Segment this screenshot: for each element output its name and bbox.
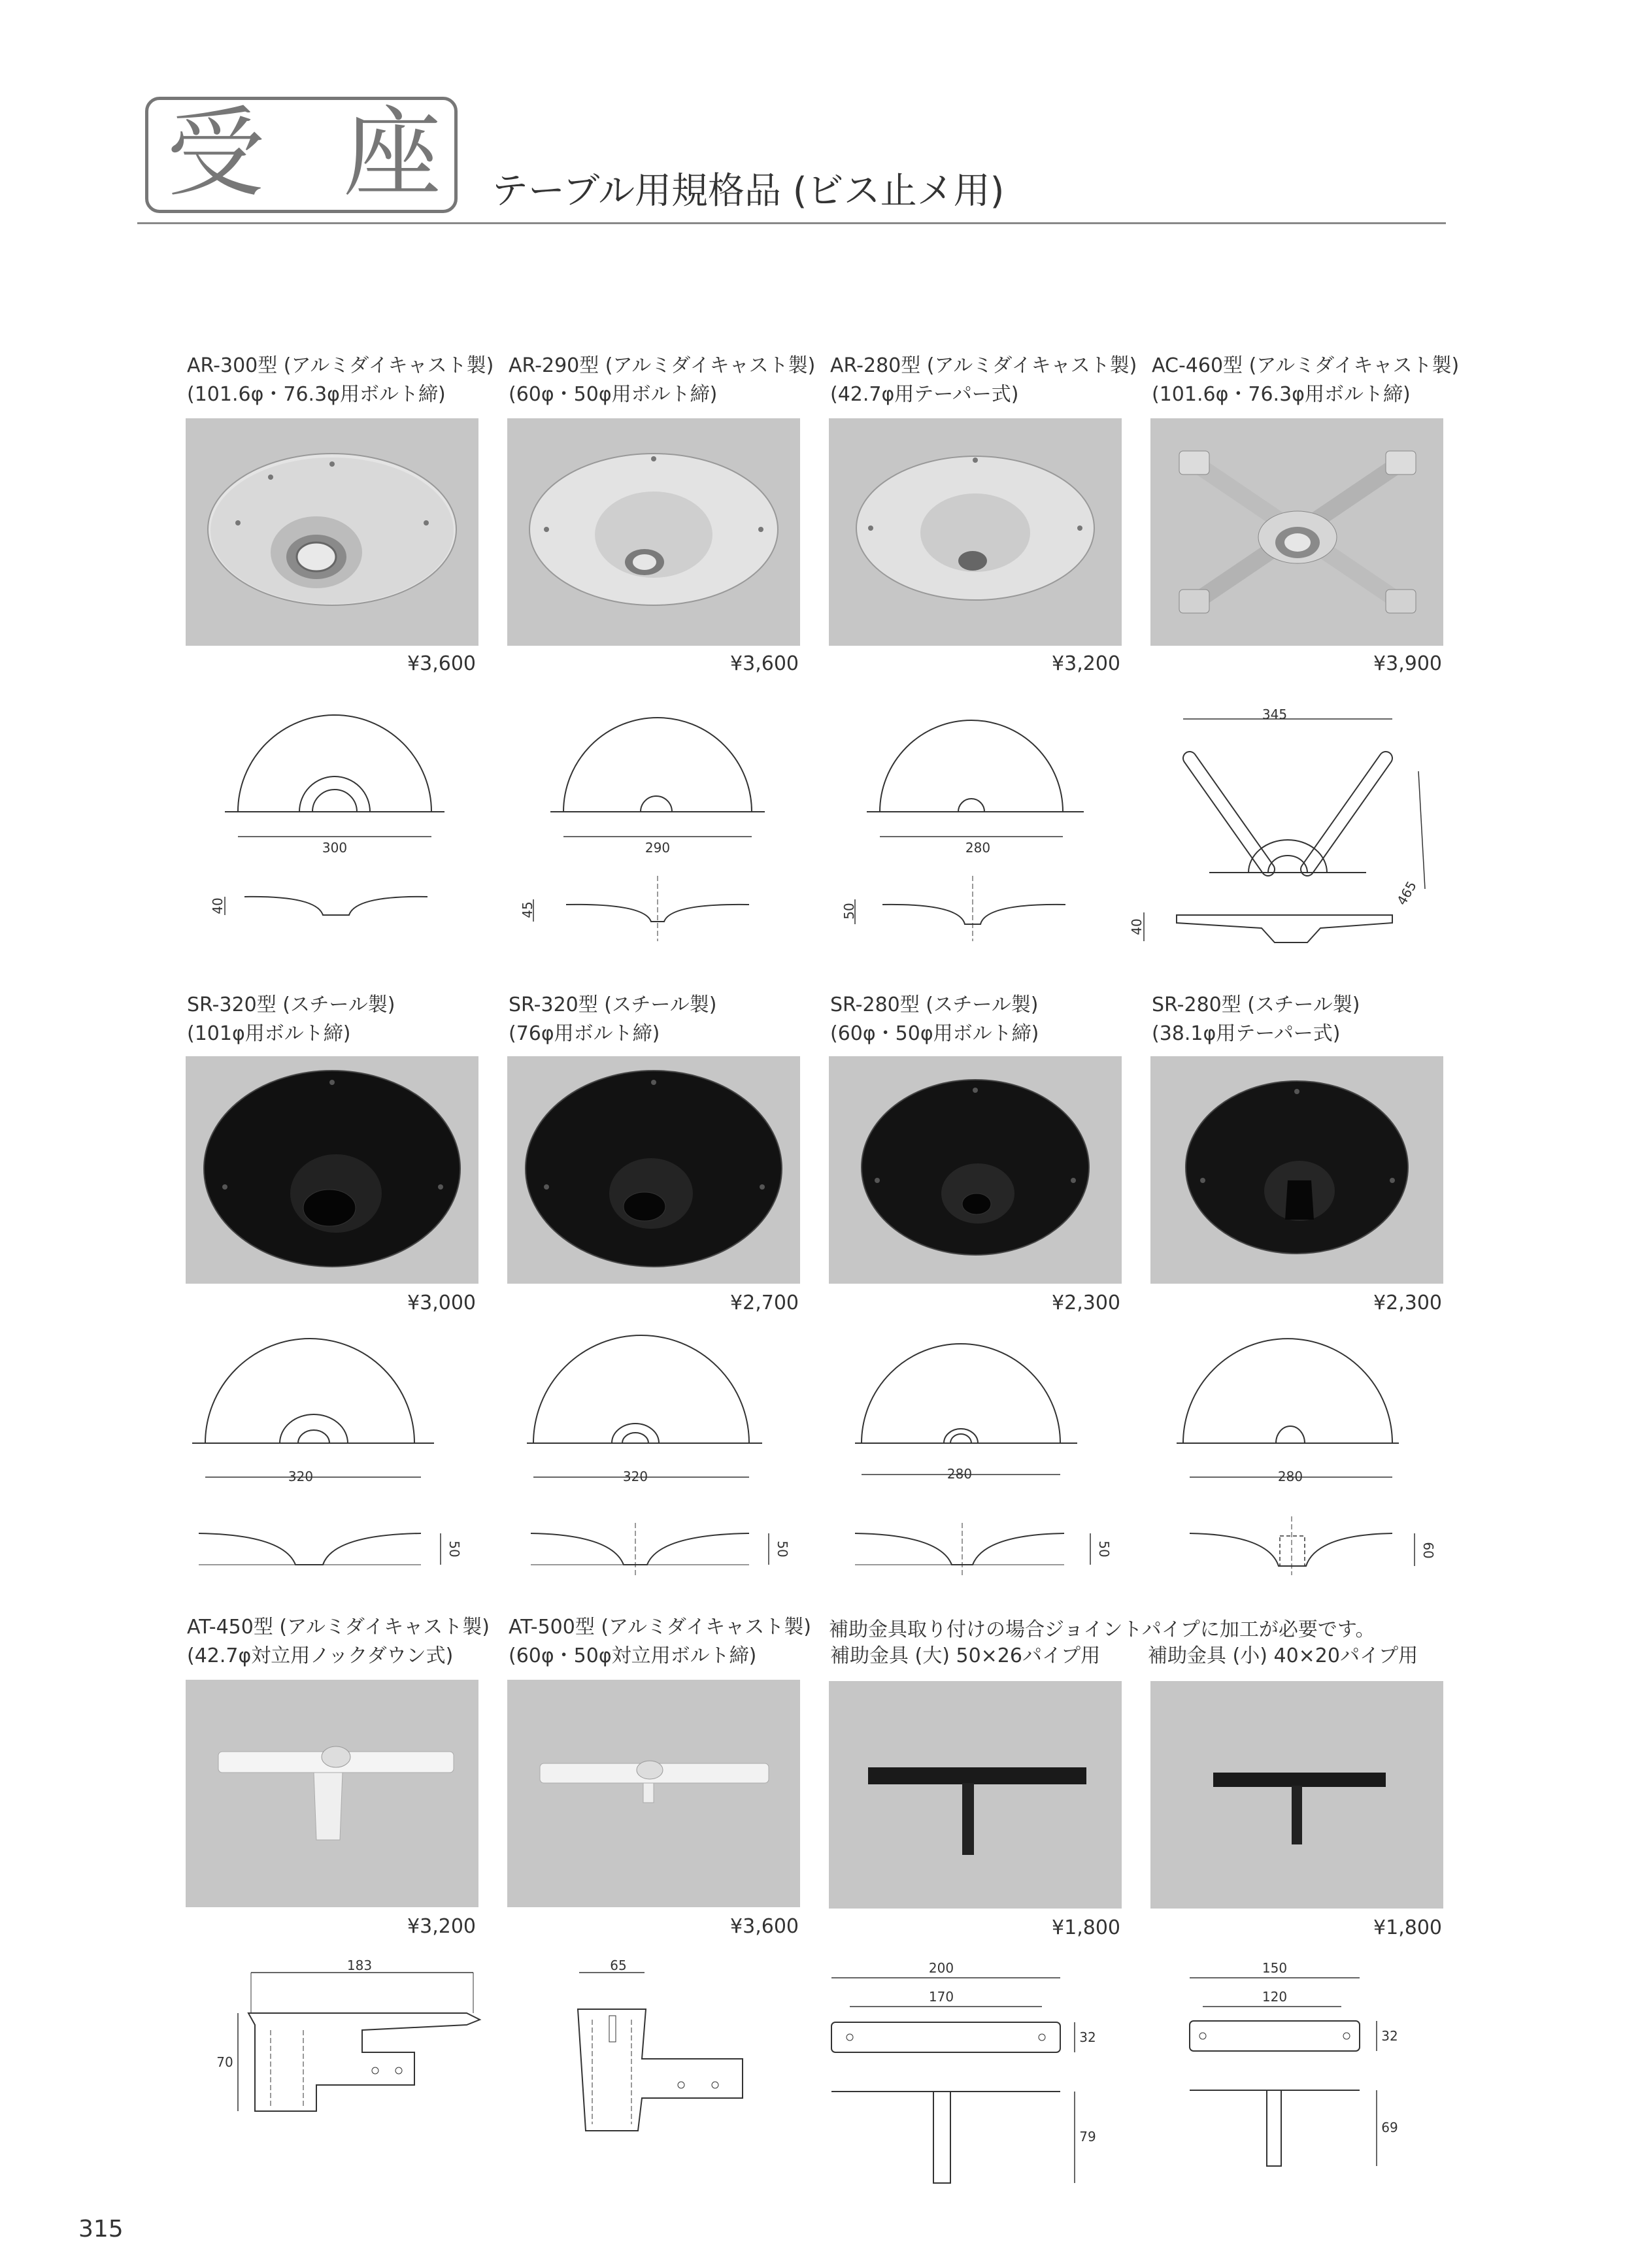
product-name: SR-320型 (スチール製) — [509, 993, 717, 1016]
page-number: 315 — [78, 2216, 124, 2243]
dimension-width: 65 — [610, 1958, 627, 1973]
product-caption — [509, 991, 717, 1048]
product-price: ¥2,700 — [730, 1292, 799, 1314]
dimension-height: 60 — [1420, 1542, 1436, 1559]
product-photo — [1150, 1681, 1443, 1909]
aluminum-dish-photo — [829, 418, 1122, 646]
dimension-width: 320 — [288, 1469, 314, 1484]
product-caption — [1148, 1642, 1418, 1671]
dimension-vertical: 69 — [1381, 2120, 1398, 2135]
dimension-width: 280 — [965, 840, 991, 856]
dimension-height: 40 — [210, 897, 226, 914]
dimension-vertical: 79 — [1079, 2129, 1096, 2144]
product-name: SR-280型 (スチール製) — [830, 993, 1039, 1016]
product-price: ¥1,800 — [1373, 1916, 1442, 1939]
product-price: ¥3,600 — [730, 1915, 799, 1938]
product-name: AR-290型 (アルミダイキャスト製) — [509, 354, 816, 377]
product-name: 補助金具 (小) 40×20パイプ用 — [1148, 1644, 1418, 1667]
bracket-photo — [507, 1680, 800, 1907]
product-caption — [509, 1613, 811, 1671]
product-spec: (101φ用ボルト締) — [187, 1022, 351, 1045]
product-drawing — [186, 699, 478, 961]
product-caption — [830, 352, 1137, 409]
bracket-photo — [186, 1680, 478, 1907]
product-price: ¥3,600 — [730, 652, 799, 675]
product-photo — [186, 418, 478, 646]
product-spec: (60φ・50φ対立用ボルト締) — [509, 1644, 757, 1667]
product-drawing — [507, 699, 800, 961]
product-photo — [829, 1056, 1122, 1284]
product-caption — [509, 352, 815, 409]
aluminum-dish-photo — [507, 418, 800, 646]
product-spec: (76φ用ボルト締) — [509, 1022, 660, 1045]
dimension-height: 32 — [1079, 2029, 1096, 2045]
product-price: ¥3,000 — [407, 1292, 476, 1314]
aluminum-dish-photo — [186, 418, 478, 646]
dimension-height: 50 — [775, 1541, 790, 1558]
dimension-width: 345 — [1262, 707, 1288, 722]
product-photo — [1150, 1056, 1443, 1284]
dimension-width: 280 — [1277, 1469, 1303, 1484]
product-spec: (60φ・50φ用ボルト締) — [830, 1022, 1039, 1045]
product-drawing — [829, 1333, 1122, 1595]
product-drawing — [186, 1333, 478, 1595]
product-price: ¥2,300 — [1373, 1292, 1442, 1314]
product-caption — [187, 1613, 490, 1671]
product-name: SR-280型 (スチール製) — [1152, 993, 1360, 1016]
product-photo — [829, 1681, 1122, 1909]
dimension-height: 45 — [520, 901, 535, 918]
product-drawing — [1118, 699, 1445, 961]
product-price: ¥3,200 — [1052, 652, 1120, 675]
dimension-height: 50 — [841, 903, 857, 920]
dimension-width: 320 — [622, 1469, 648, 1484]
dimension-inner: 170 — [928, 1989, 954, 2005]
header-rule — [137, 222, 1446, 224]
page-subtitle: テーブル用規格品 (ビス止メ用) — [492, 170, 1005, 212]
product-photo — [829, 418, 1122, 646]
product-price: ¥3,200 — [407, 1915, 476, 1938]
dimension-width: 290 — [645, 840, 671, 856]
steel-dish-photo — [507, 1056, 800, 1284]
product-price: ¥3,900 — [1373, 652, 1442, 675]
dimension-width: 280 — [947, 1466, 973, 1482]
dimension-height: 50 — [1096, 1541, 1112, 1558]
page-title: 受座 — [167, 97, 520, 210]
dimension-height: 32 — [1381, 2028, 1398, 2044]
dimension-height: 70 — [216, 2054, 233, 2070]
dimension-inner: 120 — [1262, 1989, 1288, 2005]
product-drawing — [1150, 1954, 1443, 2196]
product-photo — [1150, 418, 1443, 646]
dimension-depth: 465 — [1393, 878, 1420, 909]
product-name: AR-280型 (アルミダイキャスト製) — [830, 354, 1137, 377]
product-photo — [507, 418, 800, 646]
product-price: ¥3,600 — [407, 652, 476, 675]
product-price: ¥1,800 — [1052, 1916, 1120, 1939]
product-name: AR-300型 (アルミダイキャスト製) — [187, 354, 494, 377]
product-caption — [1152, 352, 1459, 409]
product-caption — [187, 991, 395, 1048]
dimension-width: 183 — [346, 1958, 373, 1973]
product-caption — [187, 352, 494, 409]
dimension-width: 150 — [1262, 1960, 1288, 1976]
product-name: AT-500型 (アルミダイキャスト製) — [509, 1616, 811, 1639]
product-name: 補助金具 (大) 50×26パイプ用 — [830, 1644, 1101, 1667]
product-photo — [186, 1056, 478, 1284]
product-photo — [507, 1056, 800, 1284]
dimension-width: 200 — [928, 1960, 954, 1976]
assembly-note: 補助金具取り付けの場合ジョイントパイプに加工が必要です。 — [829, 1618, 1375, 1641]
cross-base-photo — [1150, 418, 1443, 646]
product-spec: (101.6φ・76.3φ用ボルト締) — [1152, 383, 1411, 406]
product-drawing — [829, 699, 1122, 961]
t-bracket-photo — [829, 1681, 1122, 1909]
product-photo — [186, 1680, 478, 1907]
steel-dish-photo — [186, 1056, 478, 1284]
product-caption — [830, 1642, 1100, 1671]
product-caption — [830, 991, 1039, 1048]
product-price: ¥2,300 — [1052, 1292, 1120, 1314]
product-name: SR-320型 (スチール製) — [187, 993, 395, 1016]
dimension-height: 40 — [1129, 918, 1145, 935]
product-spec: (42.7φ対立用ノックダウン式) — [187, 1644, 454, 1667]
dimension-height: 50 — [446, 1541, 462, 1558]
product-spec: (42.7φ用テーパー式) — [830, 383, 1019, 406]
steel-dish-photo — [829, 1056, 1122, 1284]
product-spec: (60φ・50φ用ボルト締) — [509, 383, 718, 406]
product-drawing — [173, 1954, 486, 2144]
product-drawing — [507, 1954, 800, 2157]
product-drawing — [1150, 1333, 1443, 1595]
product-spec: (101.6φ・76.3φ用ボルト締) — [187, 383, 446, 406]
product-drawing — [829, 1954, 1122, 2196]
steel-dish-photo — [1150, 1056, 1443, 1284]
product-spec: (38.1φ用テーパー式) — [1152, 1022, 1341, 1045]
product-drawing — [507, 1333, 800, 1595]
t-bracket-photo — [1150, 1681, 1443, 1909]
dimension-width: 300 — [322, 840, 348, 856]
product-name: AT-450型 (アルミダイキャスト製) — [187, 1616, 490, 1639]
product-caption — [1152, 991, 1360, 1048]
product-photo — [507, 1680, 800, 1907]
product-name: AC-460型 (アルミダイキャスト製) — [1152, 354, 1460, 377]
